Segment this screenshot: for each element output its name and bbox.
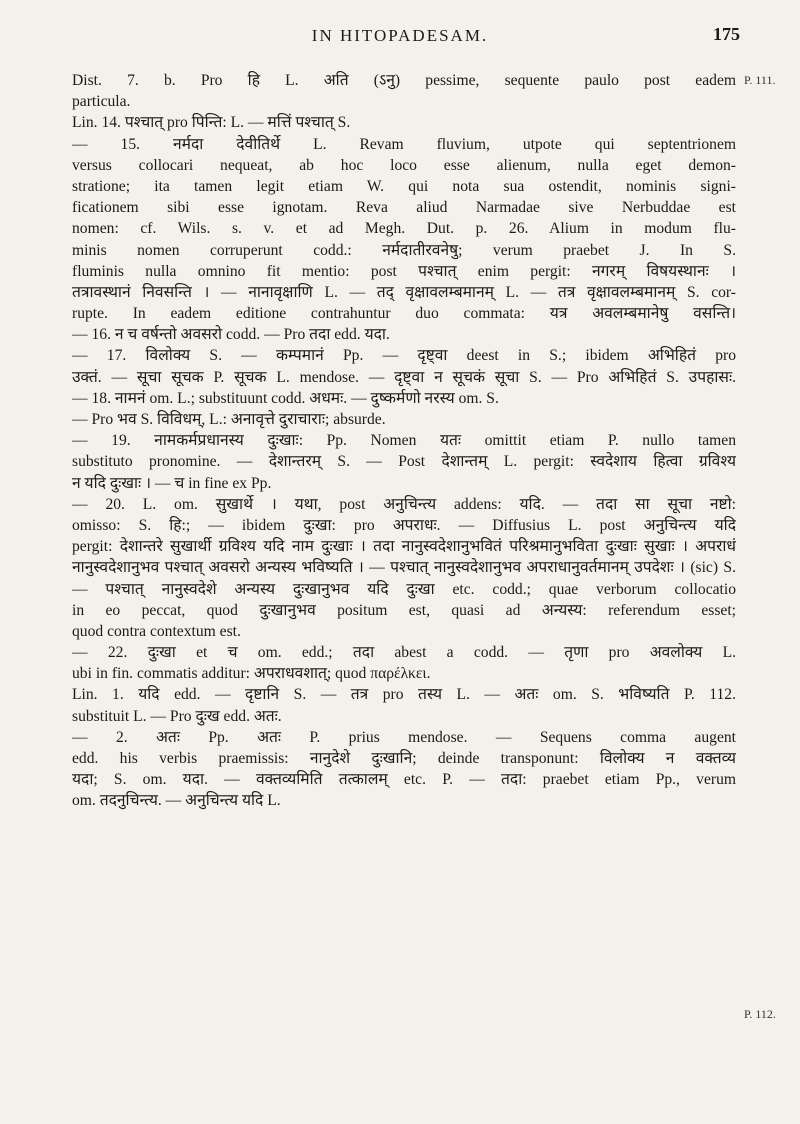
- text-line: particula.: [72, 93, 131, 111]
- text-line: ubi in fin. commatis additur: अपराधवशात्; quod παρέλκει.: [72, 665, 431, 683]
- text-line: — 16. न च वर्षन्तो अवसरो codd. — Pro तदा edd. यदा.: [72, 326, 390, 344]
- text-line: — 22. दुःखा et च om. edd.; तदा abest a codd. — तृणा pro अवलोक्य L.: [72, 644, 736, 662]
- text-line: — 18. नामनं om. L.; substituunt codd. अधमः. — दुष्कर्मणो नरस्य om. S.: [72, 389, 499, 407]
- text-line: omisso: S. हि:; — ibidem दुःखा: pro अपराधः. — Diffusius L. post अनुचिन्त्य यदि: [72, 516, 736, 534]
- text-line: — 15. नर्मदा देवीतिर्थे L. Revam fluvium, utpote qui septentrionem: [72, 135, 736, 153]
- text-line: — 2. अतः Pp. अतः P. prius mendose. — Sequens comma augent: [72, 728, 736, 746]
- text-line: pergit: देशान्तरे सुखार्थी ग्रविश्य यदि नाम दुःखाः । तदा नानुस्वदेशानुभवितं परिश्रमानुभविता दुःखाः सुखाः । अपराधं: [72, 538, 736, 556]
- text-line: substituto pronomine. — देशान्तरम् S. — Post देशान्तम् L. pergit: स्वदेशाय हित्वा ग्रविश्य: [72, 453, 736, 471]
- running-head: [0, 22, 800, 50]
- commentary-text: [72, 70, 736, 812]
- text-line: — पश्चात् नानुस्वदेशे अन्यस्य दुःखानुभव यदि दुःखा etc. codd.; quae verborum collocatio: [72, 580, 736, 598]
- text-line: Lin. 1. यदि edd. — दृष्टानि S. — तत्र pro तस्य L. — अतः om. S. भविष्यति P. 112.: [72, 686, 736, 704]
- text-line: — 20. L. om. सुखार्थे । यथा, post अनुचिन्त्य addens: यदि. — तदा सा सूचा नष्टो:: [72, 495, 736, 513]
- text-line: ficationem sibi esse ignotam. Reva aliud Narmadae sive Nerbuddae est: [72, 199, 736, 217]
- text-line: nomen: cf. Wils. s. v. et ad Megh. Dut. p. 26. Alium in modum flu-: [72, 220, 736, 238]
- text-line: in eo peccat, quod दुःखानुभव positum est, quasi ad अन्यस्य: referendum esset;: [72, 601, 736, 619]
- margin-note-page-ref: P. 112.: [744, 1007, 776, 1021]
- text-line: substituit L. — Pro दुःख edd. अतः.: [72, 707, 282, 725]
- text-line: minis nomen corruperunt codd.: नर्मदातीरवनेषु; verum praebet J. In S.: [72, 241, 736, 259]
- text-line: यदा; S. om. यदा. — वक्तव्यमिति तत्कालम् etc. P. — तदा: praebet etiam Pp., verum: [72, 771, 736, 789]
- text-line: om. तदनुचिन्त्य. — अनुचिन्त्य यदि L.: [72, 792, 281, 810]
- margin-note-page-ref: P. 111.: [744, 73, 776, 87]
- text-line: versus collocari nequeat, ab hoc loco esse alienum, nulla eget demon-: [72, 156, 736, 174]
- text-line: — Pro भव S. विविधम्, L.: अनावृत्ते दुराचाराः; absurde.: [72, 411, 386, 428]
- text-line: Dist. 7. b. Pro हि L. अति (ऽनु) pessime, sequente paulo post eadem: [72, 72, 736, 89]
- text-line: न यदि दुःखाः । — च in fine ex Pp.: [72, 474, 272, 492]
- text-line: stratione; ita tamen legit etiam W. qui nota sua ostendit, nominis signi-: [72, 177, 736, 195]
- text-line: — 17. विलोक्य S. — कम्पमानं Pp. — दृष्ट्वा deest in S.; ibidem अभिहितं pro: [72, 347, 736, 365]
- text-line: नानुस्वदेशानुभव पश्चात् अवसरो अन्यस्य भविष्यति । — पश्चात् नानुस्वदेशानुभव अपराधानुवर्तमानम् उपदेशः । (sic) S.: [72, 559, 736, 577]
- text-line: quod contra contextum est.: [72, 622, 241, 640]
- text-line: — 19. नामकर्मप्रधानस्य दुःखाः: Pp. Nomen यतः omittit etiam P. nullo tamen: [72, 432, 736, 450]
- text-line: Lin. 14. पश्चात् pro पिन्ति: L. — मत्तिं पश्चात् S.: [72, 114, 351, 132]
- running-head-title: IN HITOPADESAM.: [311, 26, 489, 45]
- text-line: fluminis nulla omnino fit mentio: post पश्चात् enim pergit: नगरम् विषयस्थानः ।: [72, 262, 736, 280]
- text-line: उक्तं. — सूचा सूचक P. सूचक L. mendose. — दृष्ट्वा न सूचकं सूचा S. — Pro अभिहितं S. उपहासः.: [72, 368, 736, 386]
- page-number: 175: [713, 24, 740, 44]
- text-line: rupte. In eadem editione contrahuntur duo commata: यत्र अवलम्बमानेषु वसन्ति।: [72, 305, 736, 323]
- text-line: तत्रावस्थानं निवसन्ति । — नानावृक्षाणि L. — तद् वृक्षावलम्बमानम् L. — तत्र वृक्षावलम्बमानम् S. cor-: [72, 283, 736, 301]
- text-line: edd. his verbis praemissis: नानुदेशे दुःखानि; deinde transponunt: विलोक्य न वक्तव्य: [72, 750, 736, 767]
